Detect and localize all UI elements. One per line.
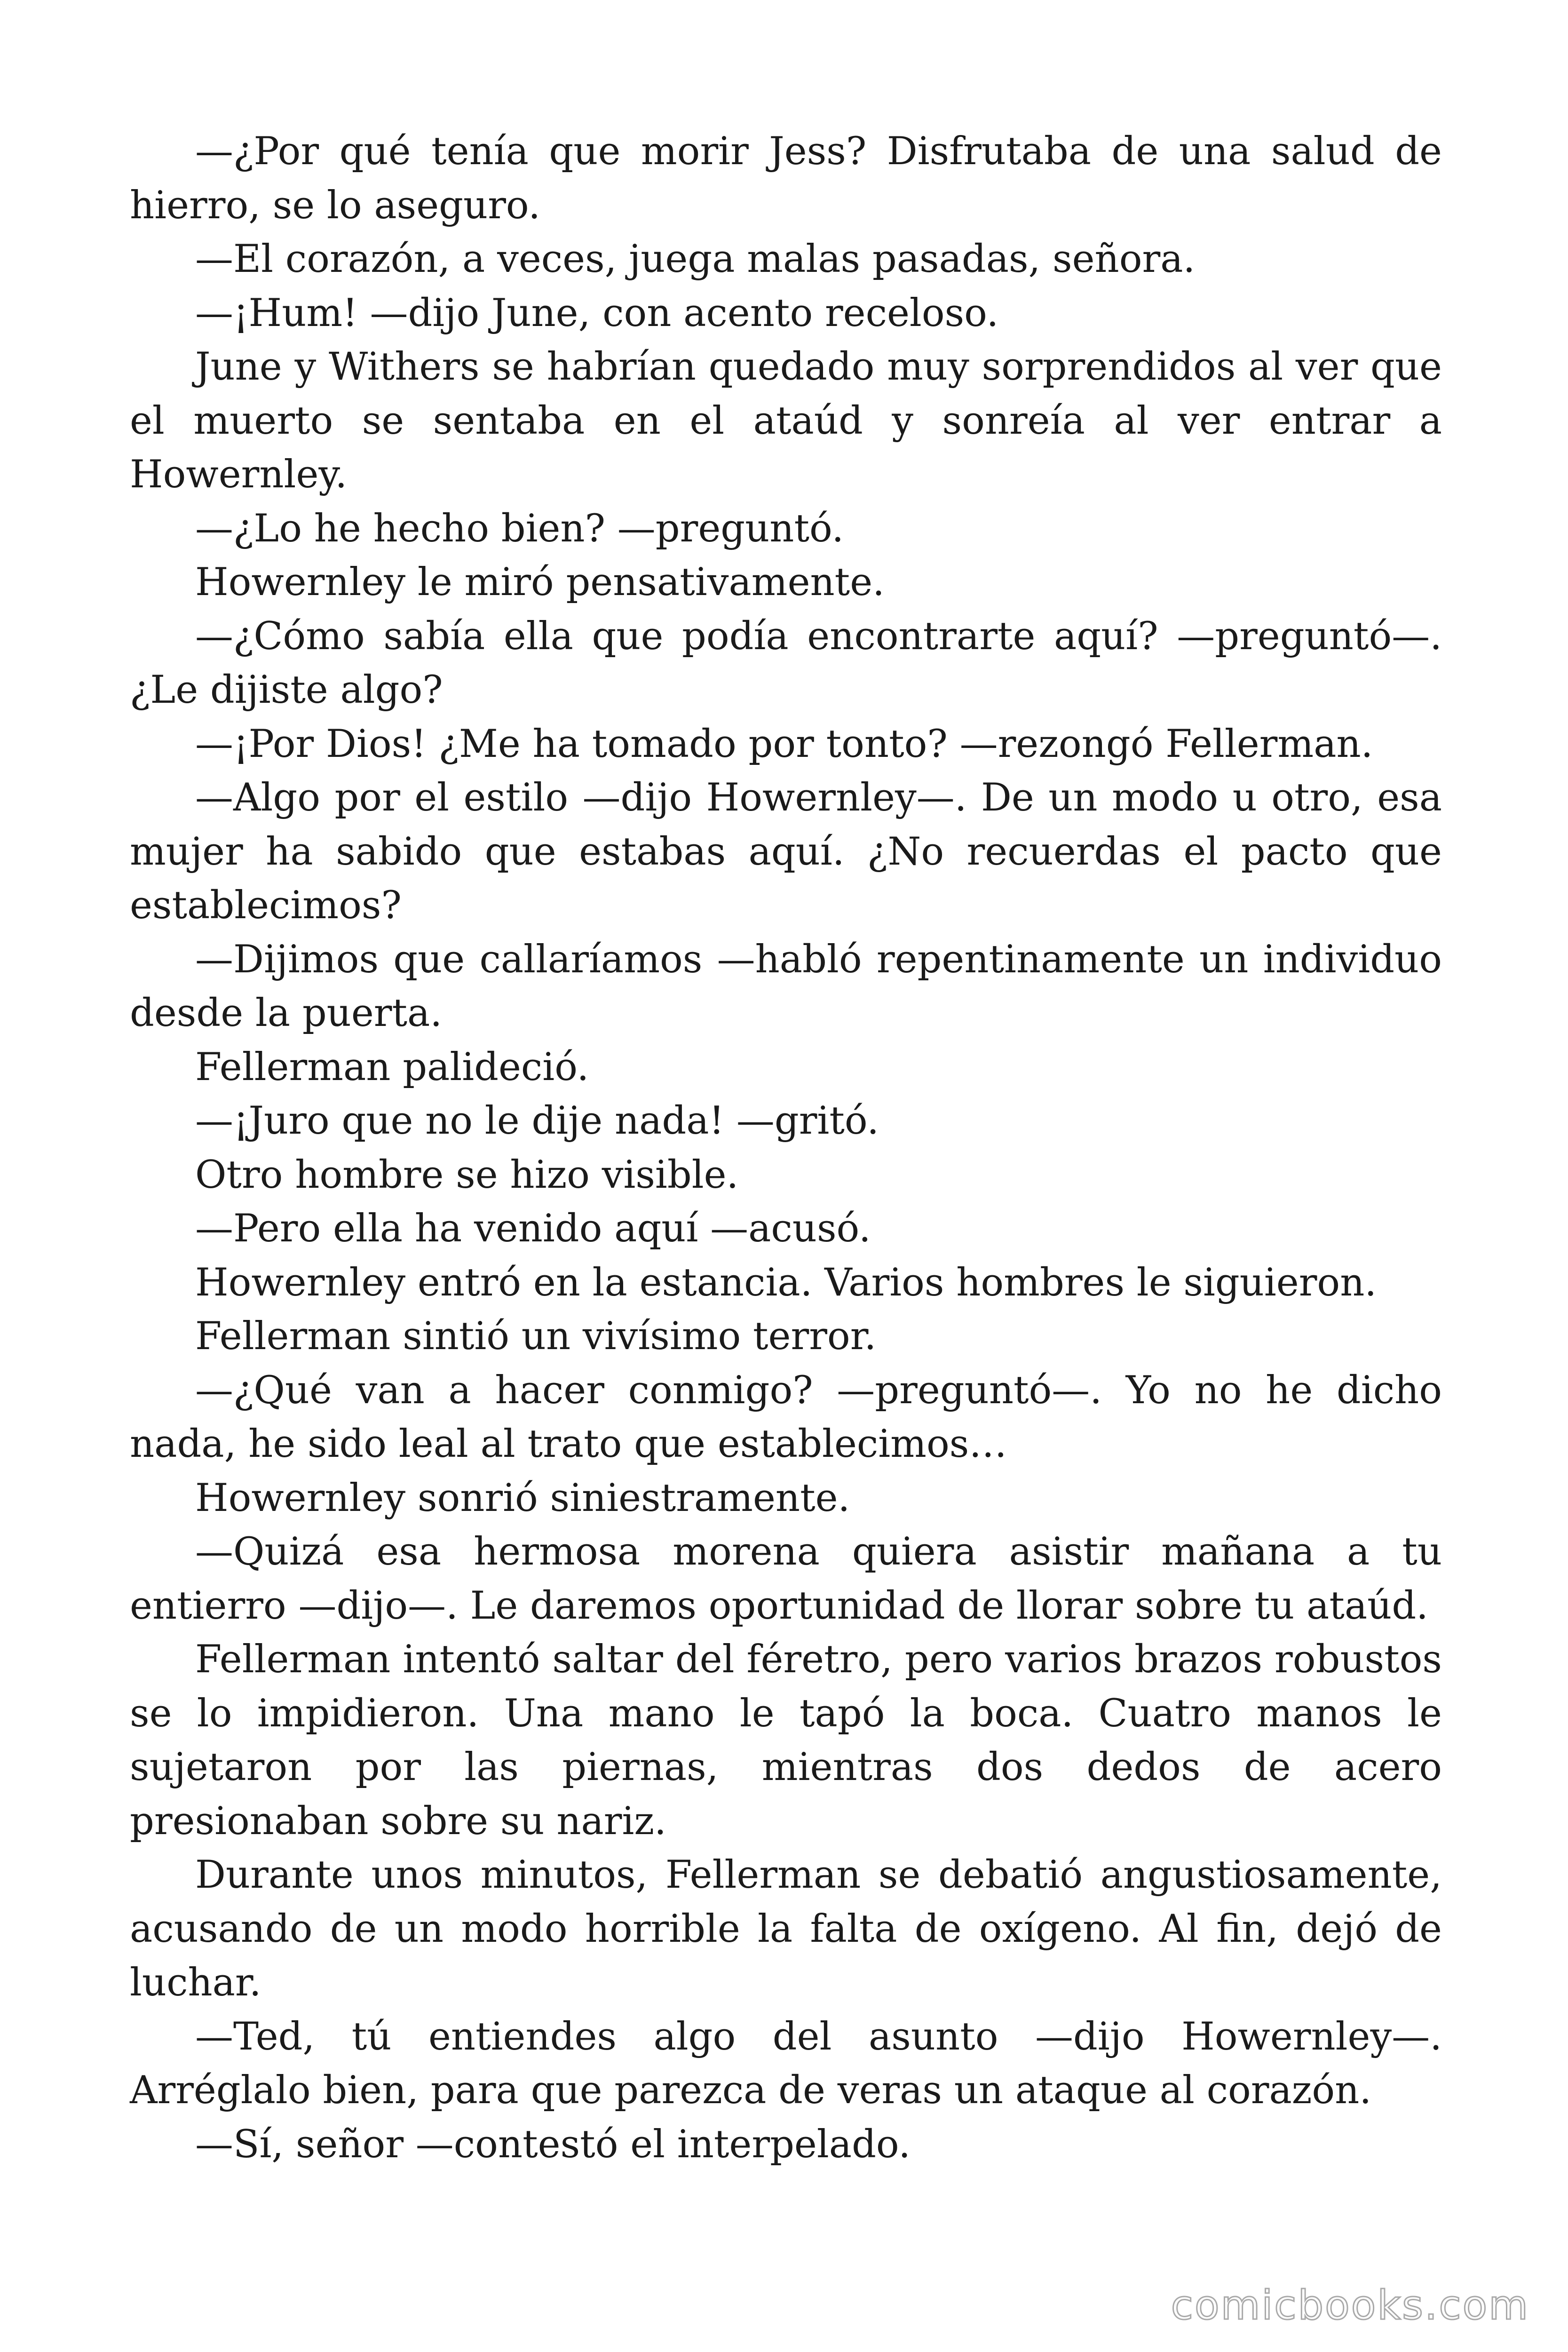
paragraph: —¿Lo he hecho bien? —preguntó. — [195, 506, 844, 551]
paragraph: Fellerman sintió un vivísimo terror. — [195, 1314, 877, 1359]
paragraph: Fellerman intentó saltar del féretro, pero varios brazos robustos se lo impidieron. Una mano le tapó la boca. Cuatro manos le sujetaron por las piernas, mientras dos dedos de acero presionaban sobre su nariz. — [130, 1637, 1442, 1843]
paragraph: Howernley entró en la estancia. Varios hombres le siguieron. — [195, 1260, 1377, 1305]
paragraph: June y Withers se habrían quedado muy sorprendidos al ver que el muerto se sentaba en el ataúd y sonreía al ver entrar a Howernley. — [130, 345, 1442, 497]
paragraph: —Ted, tú entiendes algo del asunto —dijo Howernley—. Arréglalo bien, para que parezca de veras un ataque al corazón. — [130, 2014, 1442, 2113]
paragraph: Durante unos minutos, Fellerman se debatió angustiosamente, acusando de un modo horrible la falta de oxígeno. Al fin, dejó de luchar. — [130, 1853, 1442, 2005]
paragraph: Fellerman palideció. — [195, 1045, 589, 1089]
paragraph: —¿Cómo sabía ella que podía encontrarte aquí? —preguntó—. ¿Le dijiste algo? — [130, 614, 1442, 712]
paragraph: —Algo por el estilo —dijo Howernley—. De un modo u otro, esa mujer ha sabido que estabas aquí. ¿No recuerdas el pacto que establecimos? — [130, 776, 1442, 928]
paragraph: —¡Juro que no le dije nada! —gritó. — [195, 1099, 879, 1143]
paragraph: Otro hombre se hizo visible. — [195, 1152, 739, 1197]
paragraph: —Quizá esa hermosa morena quiera asistir mañana a tu entierro —dijo—. Le daremos oportunidad de llorar sobre tu ataúd. — [130, 1530, 1442, 1628]
paragraph: Howernley le miró pensativamente. — [195, 560, 885, 604]
paragraph: —Pero ella ha venido aquí —acusó. — [195, 1207, 871, 1251]
paragraph: —El corazón, a veces, juega malas pasadas, señora. — [195, 237, 1196, 281]
paragraph: —¿Por qué tenía que morir Jess? Disfrutaba de una salud de hierro, se lo aseguro. — [130, 129, 1442, 228]
paragraph: Howernley sonrió siniestramente. — [195, 1476, 850, 1520]
paragraph: —Sí, señor —contestó el interpelado. — [195, 2122, 911, 2167]
paragraph: —¡Por Dios! ¿Me ha tomado por tonto? —rezongó Fellerman. — [195, 722, 1373, 766]
body-text — [130, 125, 1442, 2171]
paragraph: —¡Hum! —dijo June, con acento receloso. — [195, 291, 999, 335]
watermark: comicbooks.com — [1171, 2282, 1529, 2329]
paragraph: —Dijimos que callaríamos —habló repentinamente un individuo desde la puerta. — [130, 937, 1442, 1035]
paragraph: —¿Qué van a hacer conmigo? —preguntó—. Yo no he dicho nada, he sido leal al trato que establecimos… — [130, 1368, 1442, 1466]
